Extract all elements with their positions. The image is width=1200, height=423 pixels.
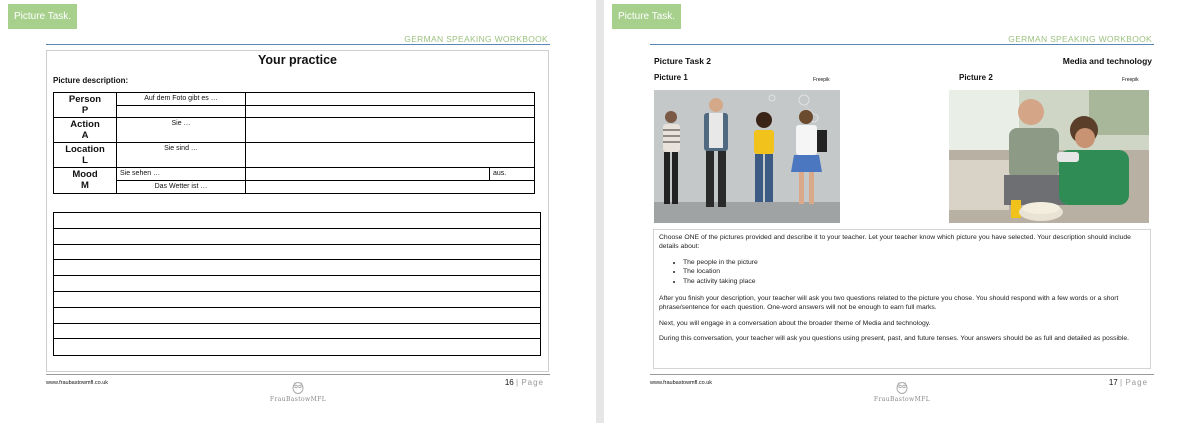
workbook-header: GERMAN SPEAKING WORKBOOK	[404, 34, 548, 44]
list-item: • The people in the picture	[683, 258, 1145, 267]
table-row	[54, 143, 535, 168]
action-prompt: Sie …	[117, 118, 246, 143]
footer-website[interactable]: www.fraubastowmfl.co.uk	[650, 380, 713, 386]
instruction-paragraph: Next, you will engage in a conversation about the broader theme of Media and technology.	[659, 319, 931, 327]
action-answer[interactable]	[246, 118, 535, 143]
owl-logo-icon	[290, 380, 306, 394]
table-row	[54, 168, 535, 181]
mood-cell: Mood M	[54, 168, 117, 194]
picture-1-credit: Freepik	[813, 77, 830, 83]
person-prompt: Auf dem Foto gibt es …	[117, 93, 246, 106]
weather-answer[interactable]	[246, 181, 535, 194]
header-rule	[46, 44, 550, 45]
picture-1-image	[654, 90, 840, 223]
writing-line[interactable]	[54, 292, 540, 308]
mood-prompt: Sie sehen …	[117, 168, 246, 181]
writing-line[interactable]	[54, 308, 540, 324]
instruction-paragraph: After you finish your description, your teacher will ask you two questions related to the picture you chose. You should respond with a few words or a short phrase/sentence for each question. One-word answers will not be enough to earn full marks.	[659, 295, 1119, 312]
page-number: 17 | Page	[1108, 378, 1148, 387]
picture-2-image	[949, 90, 1149, 223]
list-item: • The activity taking place	[683, 277, 1145, 286]
picture-2-label: Picture 2	[959, 73, 993, 82]
instruction-paragraph: During this conversation, your teacher will ask you questions using present, past, and future tenses. Your answers should be as full and detailed as possible.	[659, 335, 1130, 343]
location-cell: Location L	[54, 143, 117, 168]
header-rule	[650, 44, 1154, 45]
table-row	[54, 118, 535, 143]
page-title: Your practice	[258, 53, 337, 67]
task-title: Picture Task 2	[654, 56, 712, 66]
footer-website[interactable]: www.fraubastowmfl.co.uk	[46, 380, 109, 386]
writing-line[interactable]	[54, 324, 540, 340]
weather-prompt: Das Wetter ist …	[117, 181, 246, 194]
picture-task-tag: Picture Task.	[612, 4, 681, 29]
picture-2-credit: Freepik	[1122, 77, 1139, 83]
workbook-header: GERMAN SPEAKING WORKBOOK	[1008, 34, 1152, 44]
writing-line[interactable]	[54, 245, 540, 261]
person-answer[interactable]	[246, 93, 535, 106]
table-row	[54, 93, 535, 106]
picture-1-label: Picture 1	[654, 73, 688, 82]
instruction-paragraph: Choose ONE of the pictures provided and describe it to your teacher. Let your teacher know which picture you have selected. Your description should include details about:	[659, 234, 1131, 251]
picture-task-tag: Picture Task.	[8, 4, 77, 29]
writing-line[interactable]	[54, 260, 540, 276]
picture-description-label: Picture description:	[53, 76, 129, 85]
action-cell: Action A	[54, 118, 117, 143]
detail-list	[683, 258, 1145, 286]
footer-brand: FrauBastowMFL	[873, 396, 931, 403]
footer-brand: FrauBastowMFL	[269, 396, 327, 403]
page-number: 16 | Page	[504, 378, 544, 387]
table-row	[54, 181, 535, 194]
theme-title: Media and technology	[1062, 56, 1152, 66]
footer-rule	[650, 374, 1154, 375]
workbook-page-17	[604, 0, 1200, 423]
writing-line[interactable]	[54, 229, 540, 245]
plam-table	[53, 92, 535, 194]
mood-suffix: aus.	[490, 168, 535, 181]
footer-rule	[46, 374, 550, 375]
writing-line[interactable]	[54, 339, 540, 355]
writing-lines[interactable]	[53, 212, 541, 356]
person-blank	[117, 105, 246, 118]
location-prompt: Sie sind …	[117, 143, 246, 168]
list-item: • The location	[683, 267, 1145, 276]
person-answer-2[interactable]	[246, 105, 535, 118]
table-row	[54, 105, 535, 118]
workbook-page-16	[0, 0, 596, 423]
location-answer[interactable]	[246, 143, 535, 168]
task-instructions	[653, 229, 1151, 369]
writing-line[interactable]	[54, 276, 540, 292]
person-cell: Person P	[54, 93, 117, 118]
owl-logo-icon	[894, 380, 910, 394]
writing-line[interactable]	[54, 213, 540, 229]
mood-answer[interactable]	[246, 168, 490, 181]
